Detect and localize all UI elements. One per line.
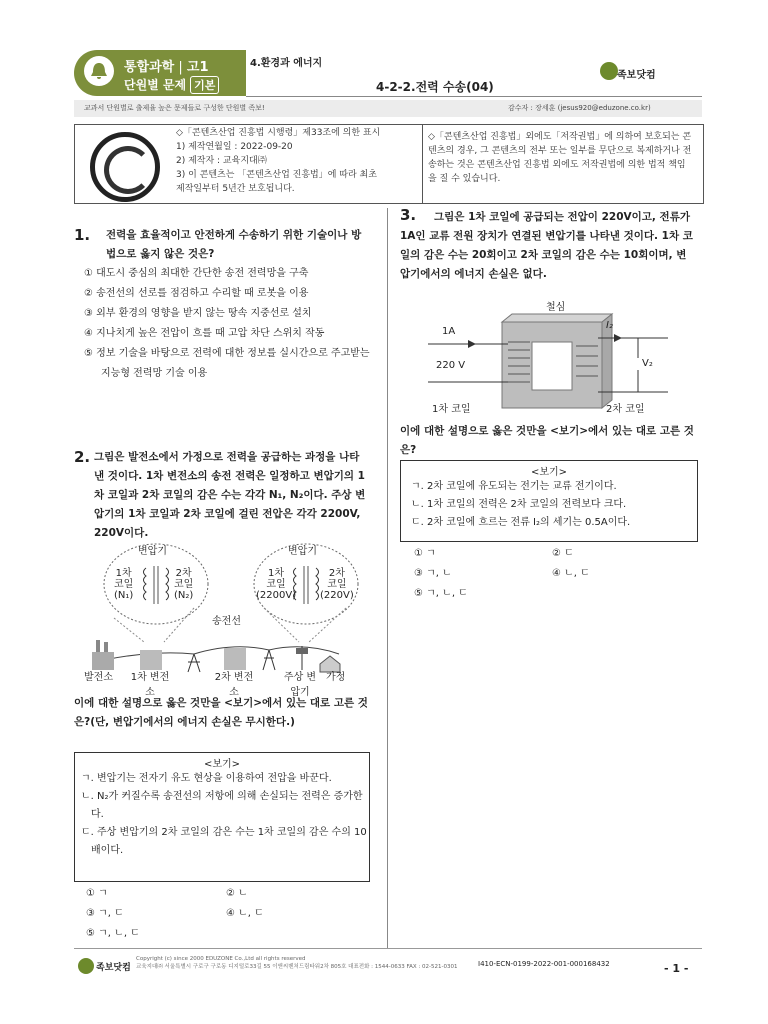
q2-choice[interactable]: ② ㄴ — [226, 888, 248, 899]
voltage-label: 220 V — [436, 360, 466, 371]
secondary-coil-label: 2차 코일 — [606, 404, 645, 415]
q2-choice[interactable]: ③ ㄱ, ㄷ — [86, 908, 124, 919]
unit-label: 4.환경과 에너지 — [250, 58, 323, 69]
bell-icon — [84, 56, 114, 86]
home-label: 가정 — [326, 672, 346, 683]
q3-prompt: 이에 대한 설명으로 옳은 것만을 <보기>에서 있는 대로 고른 것은? — [400, 425, 694, 456]
q3-choice[interactable]: ④ ㄴ, ㄷ — [552, 568, 590, 579]
q1-option[interactable]: ② 송전선의 선로를 점검하고 수리할 때 로봇을 이용 — [84, 288, 309, 299]
bogi-item: ㄷ. 주상 변압기의 2차 코일의 감은 수는 1차 코일의 감은 수의 10배이다. — [81, 827, 367, 856]
t2-right-label: 2차 코일 (220V) — [320, 568, 354, 601]
q2-choice[interactable]: ① ㄱ — [86, 888, 108, 899]
bogi-title: <보기> — [203, 759, 241, 770]
t2-left-label: 1차 코일 (2200V) — [256, 568, 297, 601]
q1-text: 전력을 효율적이고 안전하게 수송하기 위한 기술이나 방법으로 옳지 않은 것은? — [106, 229, 362, 260]
q1-number: 1. — [74, 226, 91, 244]
bogi-title: <보기> — [530, 467, 568, 478]
q1-option[interactable]: ⑤ 정보 기술을 바탕으로 전력에 대한 정보를 실시간으로 주고받는 지능형 전력망 기술 이용 — [84, 348, 370, 379]
bogi-item: ㄱ. 2차 코일에 유도되는 전기는 교류 전기이다. — [411, 481, 617, 492]
pole-transformer-label: 주상 변압기 — [283, 672, 317, 698]
transmission-line-label: 송전선 — [212, 616, 241, 627]
q3-text: 그림은 1차 코일에 공급되는 전압이 220V이고, 전류가 1A인 교류 전원 장치가 연결된 변압기를 나타낸 것이다. 1차 코일의 감은 수는 20회이고 2차 코일의 감은 수는 10회이며, 변압기에서의 에너지 손실은 없다. — [400, 211, 693, 280]
q3-choice[interactable]: ① ㄱ — [414, 548, 436, 559]
t1-left-label: 1차 코일 (N₁) — [114, 568, 134, 601]
core-label: 철심 — [546, 302, 566, 313]
substation2-label: 2차 변전소 — [214, 672, 254, 698]
bogi-item: ㄷ. 2차 코일에 흐르는 전류 I₂의 세기는 0.5A이다. — [411, 517, 631, 528]
v2-label: V₂ — [642, 358, 653, 369]
q3-bogi-box — [400, 460, 698, 542]
level-badge: 기본 — [190, 76, 219, 94]
q2-prompt: 이에 대한 설명으로 옳은 것만을 <보기>에서 있는 대로 고른 것은?(단, 변압기에서의 에너지 손실은 무시한다.) — [74, 697, 368, 728]
brand-name: 족보닷컴 — [617, 70, 656, 81]
q1-option[interactable]: ① 대도시 중심의 최대한 간단한 송전 전력망을 구축 — [84, 268, 309, 279]
q2-choice[interactable]: ④ ㄴ, ㄷ — [226, 908, 264, 919]
footer-copyright: Copyright (c) since 2000 EDUZONE Co.,Ltd all rights reserved 교육지대㈜ 서울특별시 구로구 구로동 디지털로33길 55 이앤씨벤처드림타워2차 805호 대표전화 : 1544-0633 FAX : 02-521-0301 — [136, 956, 458, 970]
page-title: 4-2-2.전력 수송(04) — [376, 80, 494, 94]
q3-figure — [428, 298, 678, 418]
column-divider — [387, 208, 388, 948]
copyright-divider — [422, 124, 423, 204]
header-subject: 통합과학 | 고1 — [124, 60, 209, 75]
q3-choice[interactable]: ② ㄷ — [552, 548, 574, 559]
current-label: 1A — [442, 326, 456, 337]
q1-options — [84, 264, 374, 384]
supervisor-label: 감수자 : 장세훈 (jesus920@eduzone.co.kr) — [508, 104, 651, 112]
t1-right-label: 2차 코일 (N₂) — [174, 568, 194, 601]
page-number: - 1 - — [664, 962, 689, 975]
footer-brand: 족보닷컴 — [96, 963, 131, 973]
q3-number: 3. — [400, 206, 417, 224]
subheader-tagline: 교과서 단원별로 출제율 높은 문제들로 구성한 단원별 족보! — [84, 104, 265, 112]
q1-option[interactable]: ③ 외부 환경의 영향을 받지 않는 땅속 지중선로 설치 — [84, 308, 312, 319]
header-category: 단원별 문제 기본 — [124, 76, 219, 94]
power-plant-label: 발전소 — [84, 672, 113, 683]
copyright-notice-left: ◇「콘텐츠산업 진흥법 시행령」제33조에 의한 표시 1) 제작연월일 : 2022-09-20 2) 제작자 : 교육지대㈜ 3) 이 콘텐츠는 「콘텐츠산업 진흥법」에 따라 최초 제작일부터 5년간 보호됩니다. — [176, 128, 381, 194]
q3-choice[interactable]: ③ ㄱ, ㄴ — [414, 568, 452, 579]
footer-divider — [74, 948, 702, 949]
header-divider — [246, 96, 702, 97]
document-code: I410-ECN-0199-2022-001-000168432 — [478, 960, 610, 968]
t2-title: 변압기 — [288, 546, 317, 557]
q1-option[interactable]: ④ 지나치게 높은 전압이 흐를 때 고압 차단 스위치 작동 — [84, 328, 325, 339]
q3-choice[interactable]: ⑤ ㄱ, ㄴ, ㄷ — [414, 588, 468, 599]
brand-logo-icon — [600, 62, 618, 80]
q2-bogi-box — [74, 752, 370, 882]
q2-choice[interactable]: ⑤ ㄱ, ㄴ, ㄷ — [86, 928, 140, 939]
t1-title: 변압기 — [138, 546, 167, 557]
bogi-item: ㄱ. 변압기는 전자기 유도 현상을 이용하여 전압을 바꾼다. — [81, 773, 332, 784]
i2-label: I₂ — [606, 320, 613, 331]
q2-text: 그림은 발전소에서 가정으로 전력을 공급하는 과정을 나타낸 것이다. 1차 변전소의 송전 전력은 일정하고 변압기의 1차 코일과 2차 코일의 감은 수는 각각 N₁, N₂이다. 주상 변압기의 1차 코일과 2차 코일에 걸린 전압은 각각 2200V, 220V이다. — [94, 451, 366, 539]
q2-number: 2. — [74, 448, 91, 466]
copyright-c-inner-icon — [104, 146, 152, 194]
copyright-notice-right: ◇「콘텐츠산업 진흥법」외에도「저작권법」에 의하여 보호되는 콘텐츠의 경우, 그 콘텐츠의 전부 또는 일부를 무단으로 복제하거나 전송하는 것은 콘텐츠산업 진흥법 외에도 저작권법에 의한 법적 책임을 질 수 있습니다. — [428, 132, 692, 184]
primary-coil-label: 1차 코일 — [432, 404, 471, 415]
q2-figure — [84, 542, 374, 698]
substation1-label: 1차 변전소 — [130, 672, 170, 698]
bogi-item: ㄴ. 1차 코일의 전력은 2차 코일의 전력보다 크다. — [411, 499, 627, 510]
bogi-item: ㄴ. N₂가 커질수록 송전선의 저항에 의해 손실되는 전력은 증가한다. — [81, 791, 363, 820]
footer-logo-icon — [78, 958, 94, 974]
